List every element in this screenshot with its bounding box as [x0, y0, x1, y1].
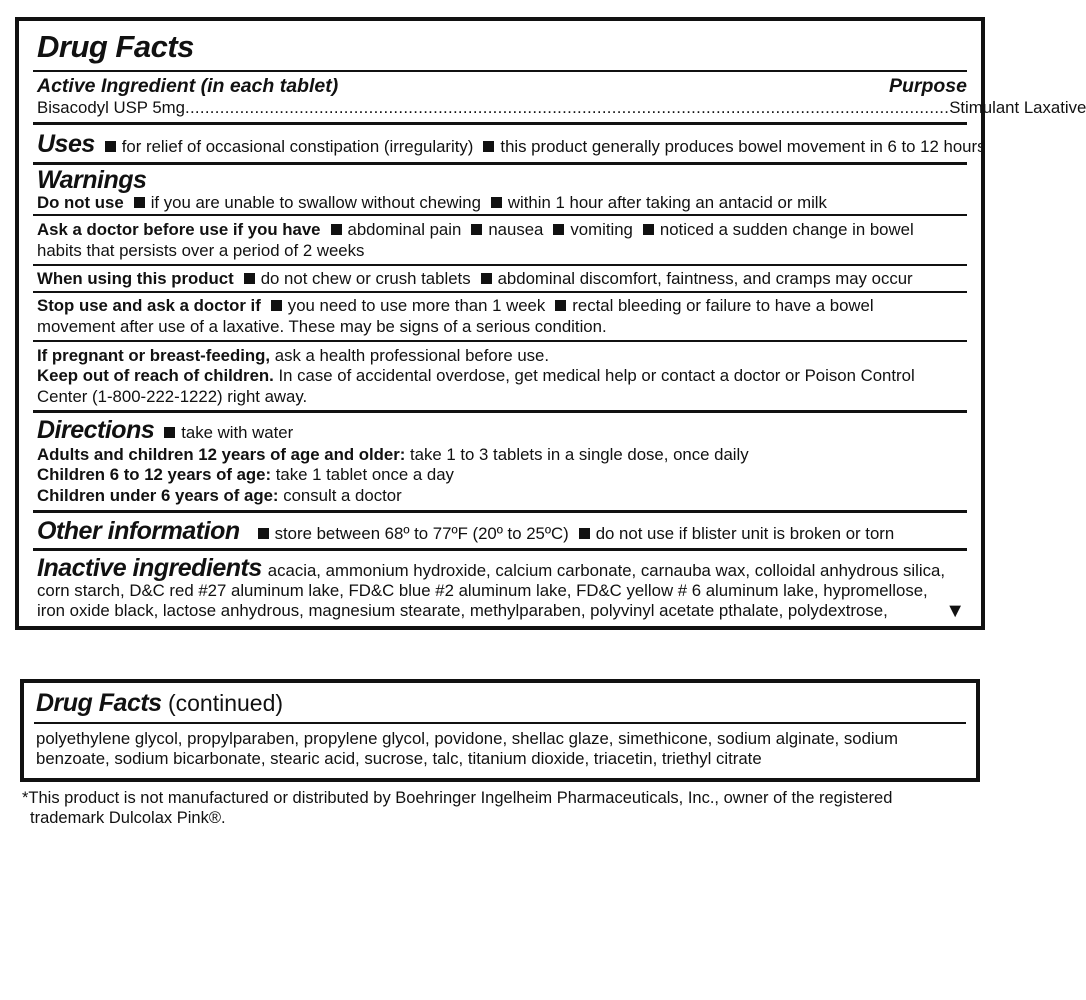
- warning-item: rectal bleeding or failure to have a bowel: [572, 296, 874, 315]
- continued-line-1: [36, 729, 962, 749]
- ask-doctor-label: Ask a doctor before use if you have: [37, 220, 321, 239]
- inactive-row-2: [37, 581, 967, 601]
- when-using-label: When using this product: [37, 269, 234, 288]
- warning-item: vomiting: [570, 220, 633, 239]
- bullet-icon: [105, 141, 116, 152]
- divider: [33, 264, 967, 266]
- footnote-line: *This product is not manufactured or distributed by Boehringer Ingelheim Pharmaceuticals, Inc., owner of the registered: [22, 789, 893, 807]
- bullet-icon: [331, 224, 342, 235]
- active-ingredient-header: Active Ingredient (in each tablet): [37, 75, 339, 97]
- drug-facts-continued-panel: [20, 679, 980, 782]
- warning-text: movement after use of a laxative. These may be signs of a serious condition.: [37, 317, 607, 336]
- warning-text: In case of accidental overdose, get medical help or contact a doctor or Poison Control: [273, 366, 915, 385]
- divider: [33, 410, 967, 413]
- purpose-value: Stimulant Laxative: [949, 98, 1086, 117]
- bullet-icon: [271, 300, 282, 311]
- inactive-text: benzoate, sodium bicarbonate, stearic acid, sucrose, talc, titanium dioxide, triacetin, triethyl citrate: [36, 749, 762, 768]
- directions-heading: Directions: [37, 416, 155, 444]
- stop-use-label: Stop use and ask a doctor if: [37, 296, 261, 315]
- stop-use-row: [37, 296, 967, 316]
- uses-heading: Uses: [37, 130, 95, 158]
- bullet-icon: [258, 528, 269, 539]
- inactive-heading: Inactive ingredients: [37, 554, 262, 582]
- divider: [33, 291, 967, 293]
- children-label: Children 6 to 12 years of age:: [37, 465, 272, 484]
- uses-section: [37, 129, 986, 162]
- pregnant-label: If pregnant or breast-feeding,: [37, 346, 271, 365]
- bullet-icon: [471, 224, 482, 235]
- footnote: [22, 788, 982, 828]
- under6-row: [37, 486, 967, 506]
- bullet-icon: [134, 197, 145, 208]
- continued-suffix: (continued): [161, 690, 284, 716]
- pregnant-row: [37, 346, 967, 366]
- bullet-icon: [491, 197, 502, 208]
- warning-item: within 1 hour after taking an antacid or milk: [507, 193, 827, 212]
- bullet-icon: [481, 273, 492, 284]
- stop-use-continued: [37, 317, 967, 337]
- dot-leader: ..........................................................................................................................................................: [185, 98, 950, 117]
- inactive-text: acacia, ammonium hydroxide, calcium carbonate, carnauba wax, colloidal anhydrous silica,: [267, 561, 945, 580]
- inactive-text: polyethylene glycol, propylparaben, propylene glycol, povidone, shellac glaze, simethicone, sodium alginate, sodium: [36, 729, 898, 748]
- bullet-icon: [244, 273, 255, 284]
- divider: [33, 122, 967, 125]
- bullet-icon: [643, 224, 654, 235]
- purpose-header: Purpose: [888, 75, 967, 97]
- keep-out-row: [37, 366, 967, 386]
- inactive-text: corn starch, D&C red #27 aluminum lake, FD&C blue #2 aluminum lake, FD&C yellow # 6 aluminum lake, hypromellose,: [37, 581, 928, 600]
- other-info-item: do not use if blister unit is broken or torn: [595, 524, 895, 543]
- drug-facts-title: Drug Facts: [37, 29, 194, 64]
- bullet-icon: [483, 141, 494, 152]
- do-not-use-row: [37, 193, 967, 213]
- continued-title-row: [36, 689, 962, 718]
- uses-item: for relief of occasional constipation (irregularity): [121, 137, 474, 156]
- directions-item: take with water: [181, 423, 294, 442]
- keep-out-continued: [37, 387, 967, 407]
- warning-item: do not chew or crush tablets: [260, 269, 471, 288]
- continue-arrow-icon: ▼: [945, 600, 965, 622]
- continued-line-2: [36, 749, 962, 769]
- divider: [34, 722, 966, 724]
- under6-label: Children under 6 years of age:: [37, 486, 279, 505]
- active-ingredient-header-row: [37, 74, 967, 98]
- warning-text: ask a health professional before use.: [270, 346, 550, 365]
- other-info-heading: Other information: [37, 517, 240, 545]
- divider: [33, 548, 967, 551]
- warning-item: abdominal discomfort, faintness, and cramps may occur: [497, 269, 913, 288]
- warning-item: you need to use more than 1 week: [287, 296, 546, 315]
- divider: [33, 70, 967, 72]
- active-ingredient: Bisacodyl USP 5mg: [37, 98, 185, 117]
- continued-title: Drug Facts: [36, 689, 162, 717]
- directions-heading-row: [37, 415, 967, 448]
- bullet-icon: [553, 224, 564, 235]
- directions-text: take 1 tablet once a day: [271, 465, 454, 484]
- warning-item: nausea: [488, 220, 544, 239]
- other-info-item: store between 68º to 77ºF (20º to 25ºC): [274, 524, 569, 543]
- inactive-text: iron oxide black, lactose anhydrous, magnesium stearate, methylparaben, polyvinyl acetate pthalate, polydextrose,: [37, 601, 888, 620]
- active-ingredient-row: [37, 98, 1086, 118]
- divider: [33, 510, 967, 513]
- divider: [33, 340, 967, 342]
- inactive-row-3: [37, 601, 967, 621]
- uses-item: this product generally produces bowel movement in 6 to 12 hours: [500, 137, 986, 156]
- warnings-heading-row: [37, 166, 967, 195]
- bullet-icon: [555, 300, 566, 311]
- adults-label: Adults and children 12 years of age and older:: [37, 445, 406, 464]
- children-row: [37, 465, 967, 485]
- keep-out-label: Keep out of reach of children.: [37, 366, 274, 385]
- warning-text: Center (1-800-222-1222) right away.: [37, 387, 308, 406]
- footnote-line: trademark Dulcolax Pink®.: [30, 809, 226, 827]
- ask-doctor-row: [37, 220, 967, 240]
- divider: [33, 214, 967, 216]
- warnings-heading: Warnings: [37, 166, 147, 194]
- divider: [33, 162, 967, 165]
- other-info-row: [37, 515, 967, 550]
- directions-text: take 1 to 3 tablets in a single dose, once daily: [405, 445, 749, 464]
- warning-item: if you are unable to swallow without chewing: [150, 193, 481, 212]
- directions-text: consult a doctor: [278, 486, 402, 505]
- bullet-icon: [579, 528, 590, 539]
- adults-row: [37, 445, 967, 465]
- when-using-row: [37, 269, 967, 289]
- do-not-use-label: Do not use: [37, 193, 124, 212]
- ask-doctor-continued: [37, 241, 967, 261]
- warning-text: habits that persists over a period of 2 weeks: [37, 241, 365, 260]
- warning-item: noticed a sudden change in bowel: [659, 220, 914, 239]
- warning-item: abdominal pain: [347, 220, 462, 239]
- drug-facts-panel: [15, 17, 1086, 630]
- bullet-icon: [164, 427, 175, 438]
